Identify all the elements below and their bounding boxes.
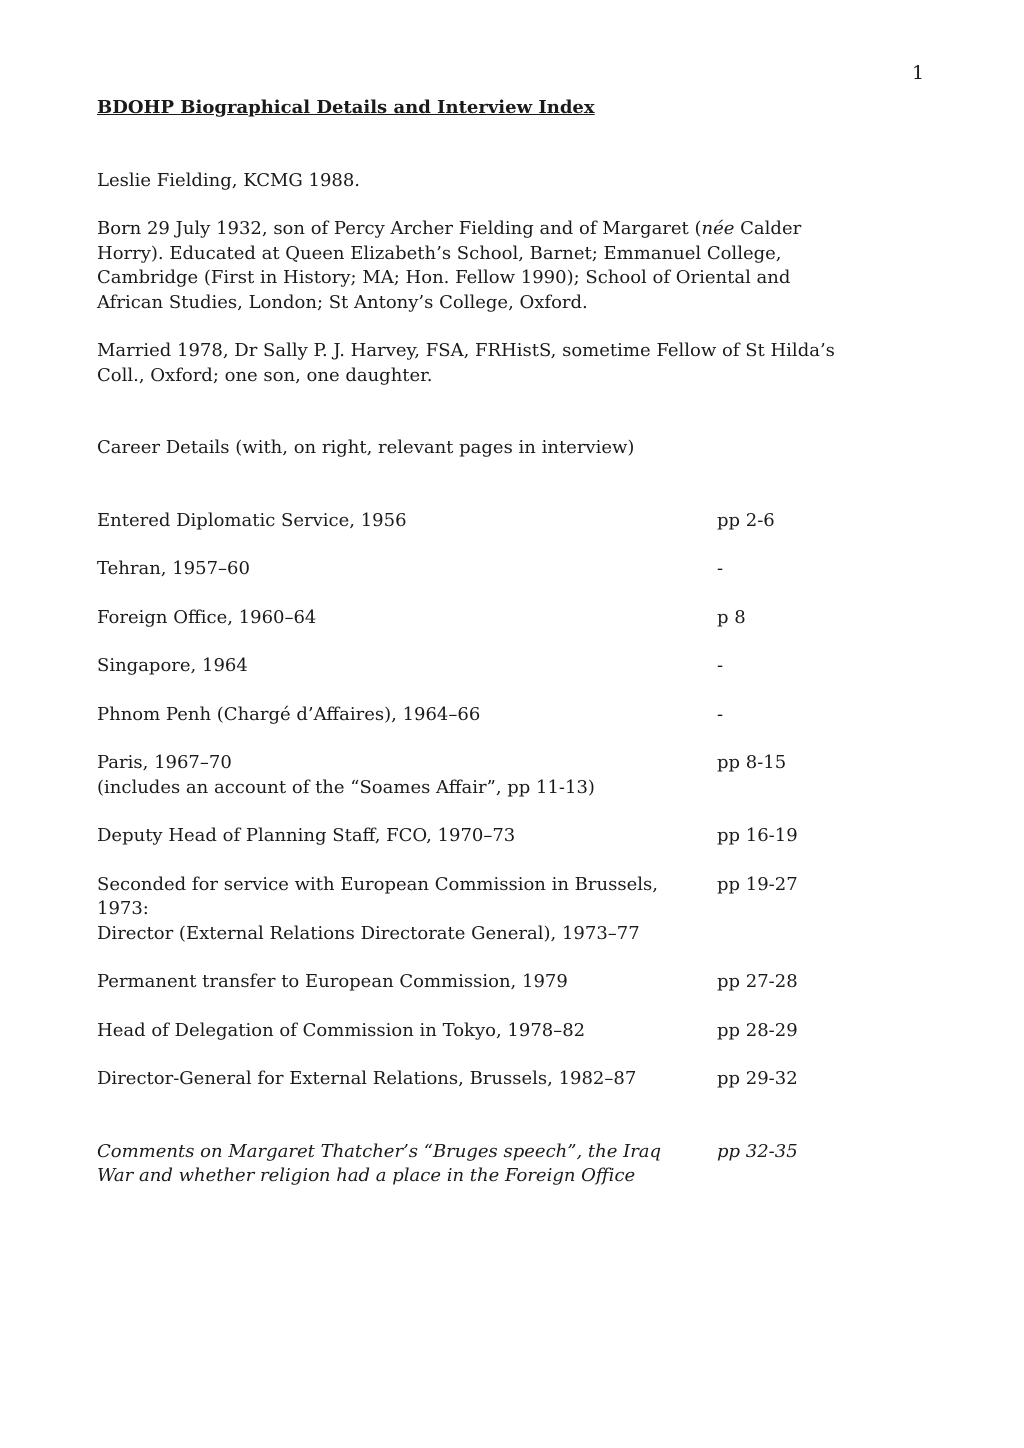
career-row	[97, 824, 857, 849]
career-pages: -	[717, 558, 724, 579]
career-pages: pp 16-19	[717, 825, 798, 846]
career-pages: pp 28-29	[717, 1019, 798, 1041]
career-pages: pp 19-27	[717, 873, 798, 895]
career-entry: Tehran, 1957–60	[97, 558, 250, 579]
career-row	[97, 557, 857, 582]
career-entry: Head of Delegation of Commission in Tokyo, 1978–82	[97, 1019, 586, 1041]
comments-text: Comments on Margaret Thatcher’s “Bruges speech”, the Iraq War and whether religion had a place in the Foreign Office	[97, 1140, 662, 1186]
career-pages: pp 27-28	[717, 971, 798, 992]
page-number: 1	[912, 62, 925, 84]
career-pages: pp 8-15	[717, 752, 787, 773]
career-entry: Singapore, 1964	[97, 655, 248, 676]
birth-paragraph	[97, 217, 857, 315]
married-paragraph: Married 1978, Dr Sally P. J. Harvey, FSA, FRHistS, sometime Fellow of St Hilda’s Coll., Oxford; one son, one daughter.	[97, 340, 835, 386]
career-row	[97, 751, 857, 800]
career-row	[97, 970, 857, 995]
career-entry: Foreign Office, 1960–64	[97, 606, 317, 628]
career-row	[97, 703, 857, 728]
comments-pages: pp 32-35	[717, 1140, 798, 1162]
career-entry-note: Director (External Relations Directorate General), 1973–77	[97, 922, 640, 944]
career-row	[97, 509, 857, 534]
career-entry: Director-General for External Relations, Brussels, 1982–87	[97, 1068, 637, 1089]
career-pages: p 8	[717, 606, 746, 628]
career-pages: -	[717, 655, 724, 676]
career-row	[97, 654, 857, 679]
name-line: Leslie Fielding, KCMG 1988.	[97, 169, 361, 191]
career-row	[97, 873, 857, 947]
career-entry-note: (includes an account of the “Soames Affair”, pp 11-13)	[97, 776, 595, 798]
career-entry: Phnom Penh (Chargé d’Affaires), 1964–66	[97, 703, 481, 725]
document-body	[97, 96, 857, 1213]
career-pages: pp 2-6	[717, 509, 775, 531]
education-text: Educated at Queen Elizabeth’s School, Barnet; Emmanuel College, Cambridge (First in History; MA; Hon. Fellow 1990); School of Oriental and African Studies, London; St Antony’s College, Oxford.	[97, 242, 791, 313]
career-pages: -	[717, 703, 724, 725]
birth-text-end: Calder Horry).	[97, 218, 802, 264]
career-entry: Deputy Head of Planning Staff, FCO, 1970–73	[97, 825, 516, 846]
document-title: BDOHP Biographical Details and Interview Index	[97, 97, 595, 118]
career-row	[97, 1019, 857, 1044]
nee-italic: née	[701, 218, 735, 239]
career-entry-multiline	[97, 873, 697, 947]
career-entry-multiline	[97, 751, 697, 800]
career-entry: Entered Diplomatic Service, 1956	[97, 509, 407, 531]
career-row	[97, 606, 857, 631]
career-pages: pp 29-32	[717, 1068, 798, 1089]
birth-text: Born 29 July 1932, son of Percy Archer Fielding and of Margaret (	[97, 218, 702, 239]
career-entry: Paris, 1967–70	[97, 752, 232, 773]
career-list	[97, 509, 857, 1092]
career-heading: Career Details (with, on right, relevant pages in interview)	[97, 437, 635, 458]
career-entry: Seconded for service with European Commission in Brussels, 1973:	[97, 873, 658, 919]
career-entry: Permanent transfer to European Commission, 1979	[97, 971, 568, 992]
comments-row	[97, 1140, 857, 1189]
career-row	[97, 1067, 857, 1092]
